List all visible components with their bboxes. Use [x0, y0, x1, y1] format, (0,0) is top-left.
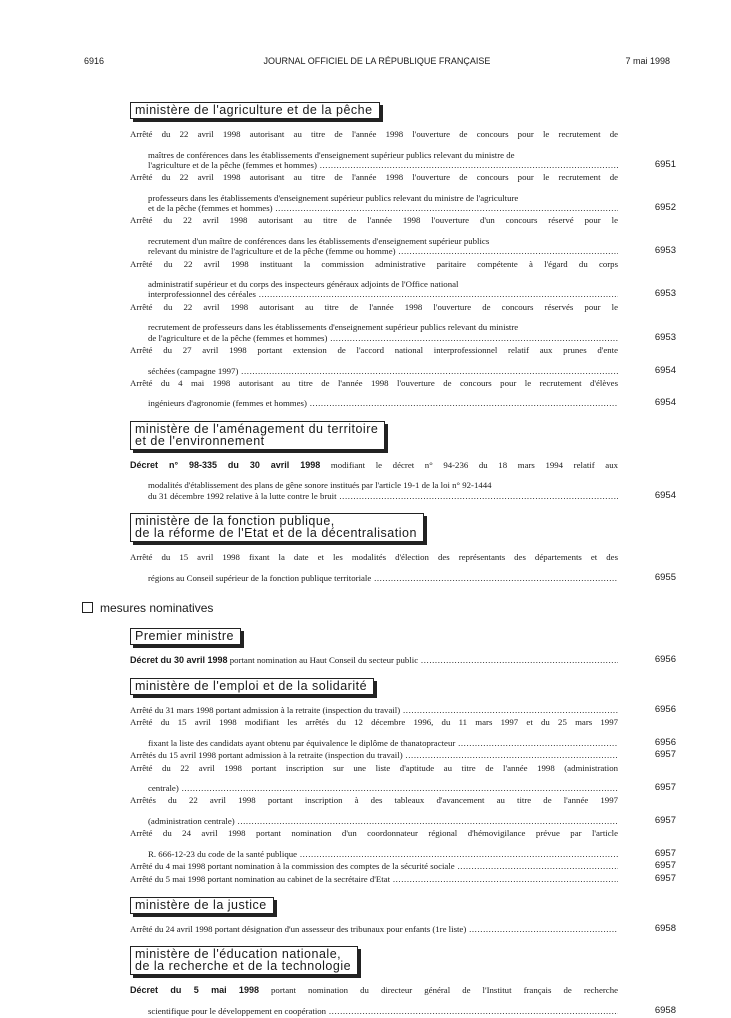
- section-heading: ministère de la fonction publique, de la réforme de l'Etat et de la décentralisation: [130, 513, 424, 542]
- toc-entry[interactable]: Arrêté du 24 avril 1998 portant nomination d'un coordonnateur régional d'hémovigilance prévue par l'article R. 666-12-23 du code de la santé publique ..... 6957: [130, 828, 618, 859]
- section-premier-ministre: [0, 627, 731, 665]
- running-header: [84, 56, 670, 70]
- page-ref: 6956: [654, 704, 676, 716]
- page-ref: 6957: [654, 847, 676, 859]
- decree-ref: Décret n° 98-335 du 30 avril 1998: [130, 459, 321, 470]
- toc-entry[interactable]: Décret n° 98-335 du 30 avril 1998 modifiant le décret n° 94-236 du 18 mars 1994 relatif aux modalités d'établissement des plans de gêne sonore institués par l'article 19-1 de la loi n° 92-1444 du 31 décembre 1992 relative à la lutte contre le bruit ..... 6954: [130, 460, 618, 501]
- page-ref: 6958: [654, 922, 676, 934]
- section-heading: ministère de l'emploi et de la solidarité: [130, 678, 374, 695]
- page-ref: 6953: [654, 331, 676, 343]
- toc-entry[interactable]: Arrêté du 22 avril 1998 autorisant au titre de l'année 1998 l'ouverture de concours réservés pour le recrutement de professeurs dans les établissements d'enseignement supérieur publics relevant du ministre de l'agriculture et de la pêche (femmes et hommes) ..... 6953: [130, 302, 618, 343]
- page-ref: 6957: [654, 872, 676, 884]
- section-heading: ministère de l'éducation nationale, de la recherche et de la technologie: [130, 946, 358, 975]
- section-justice: [0, 896, 731, 934]
- nominative-heading: mesures nominatives: [82, 601, 731, 615]
- toc-entry[interactable]: Arrêté du 27 avril 1998 portant extension de l'accord national interprofessionnel relatif aux prunes d'ente séchées (campagne 1997) ..... 6954: [130, 345, 618, 376]
- toc-entry[interactable]: Arrêté du 5 mai 1998 portant nomination au cabinet de la secrétaire d'Etat ..... 6957: [130, 874, 618, 884]
- table-of-contents: [0, 95, 731, 1018]
- page-ref: 6957: [654, 860, 676, 872]
- section-heading: Premier ministre: [130, 628, 241, 645]
- page-ref: 6953: [654, 245, 676, 257]
- page-ref: 6957: [654, 782, 676, 794]
- section-amenagement: [0, 421, 731, 501]
- page-ref: 6953: [654, 288, 676, 300]
- section-emploi-solidarite: [0, 677, 731, 884]
- page-ref: 6955: [654, 571, 676, 583]
- toc-entry[interactable]: Arrêté du 4 mai 1998 autorisant au titre de l'année 1998 l'ouverture de concours pour le recrutement d'élèves ingénieurs d'agronomie (femmes et hommes) ..... 6954: [130, 378, 618, 409]
- page-ref: 6956: [654, 653, 676, 665]
- toc-entry[interactable]: Arrêté du 15 avril 1998 fixant la date et les modalités d'élection des représentants des départements et des régions au Conseil supérieur de la fonction publique territoriale ..... 6955: [130, 552, 618, 583]
- toc-entry[interactable]: Décret du 30 avril 1998 portant nomination au Haut Conseil du secteur public ..... 6956: [130, 655, 618, 665]
- page-number: 6916: [84, 56, 105, 66]
- page-ref: 6954: [654, 364, 676, 376]
- page-ref: 6956: [654, 736, 676, 748]
- section-heading: ministère de l'agriculture et de la pêche: [130, 102, 380, 119]
- toc-entry[interactable]: Arrêté du 31 mars 1998 portant admission à la retraite (inspection du travail) ..... 6956: [130, 705, 618, 715]
- page-ref: 6954: [654, 397, 676, 409]
- section-fonction-publique: [0, 513, 731, 583]
- decree-ref: Décret du 5 mai 1998: [130, 985, 259, 996]
- toc-entry[interactable]: Arrêté du 4 mai 1998 portant nomination à la commission des comptes de la sécurité sociale ..... 6957: [130, 861, 618, 871]
- page-ref: 6952: [654, 202, 676, 214]
- section-heading: ministère de l'aménagement du territoire et de l'environnement: [130, 421, 385, 450]
- page-ref: 6957: [654, 815, 676, 827]
- page-ref: 6957: [654, 749, 676, 761]
- decree-ref: Décret du 30 avril 1998: [130, 654, 228, 665]
- journal-title: JOURNAL OFFICIEL DE LA RÉPUBLIQUE FRANÇAISE: [263, 56, 491, 66]
- section-agriculture: [0, 101, 731, 409]
- toc-entry[interactable]: Arrêtés du 15 avril 1998 portant admission à la retraite (inspection du travail) ..... 6957: [130, 750, 618, 760]
- toc-entry[interactable]: Arrêté du 24 avril 1998 portant désignation d'un assesseur des tribunaux pour enfants (1re liste) ..... 6958: [130, 924, 618, 934]
- toc-entry[interactable]: Arrêté du 22 avril 1998 autorisant au titre de l'année 1998 l'ouverture d'un concours réservé pour le recrutement d'un maître de conférences dans les établissements d'enseignement supérieur publics relevant du ministre de l'agriculture et de la pêche (femme ou homme) ..... 6953: [130, 215, 618, 256]
- toc-entry[interactable]: Arrêté du 15 avril 1998 modifiant les arrêtés du 12 décembre 1996, du 11 mars 1997 et du 25 mars 1997 fixant la liste des candidats ayant obtenu par équivalence le diplôme de thanatopracteur ..... 6956: [130, 717, 618, 748]
- toc-entry[interactable]: Arrêtés du 22 avril 1998 portant inscription à des tableaux d'avancement au titre de l'année 1997 (administration centrale) ..... 6957: [130, 795, 618, 826]
- checkbox-icon: [82, 602, 93, 613]
- page-ref: 6954: [654, 489, 676, 501]
- page-ref: 6958: [654, 1004, 676, 1016]
- toc-entry[interactable]: Arrêté du 22 avril 1998 autorisant au titre de l'année 1998 l'ouverture de concours pour le recrutement de maîtres de conférences dans les établissements d'enseignement supérieur publics relevant du ministre de l'agriculture et de la pêche (femmes et hommes) ..... 6951: [130, 129, 618, 170]
- section-education: [0, 946, 731, 1016]
- toc-entry[interactable]: Arrêté du 22 avril 1998 autorisant au titre de l'année 1998 l'ouverture de concours pour le recrutement de professeurs dans les établissements d'enseignement supérieur publics relevant du ministre de l'agriculture et de la pêche (femmes et hommes) ..... 6952: [130, 172, 618, 213]
- section-heading: ministère de la justice: [130, 897, 274, 914]
- issue-date: 7 mai 1998: [625, 56, 670, 66]
- toc-entry[interactable]: Décret du 5 mai 1998 portant nomination du directeur général de l'Institut français de recherche scientifique pour le développement en coopération ..... 6958: [130, 985, 618, 1016]
- toc-entry[interactable]: Arrêté du 22 avril 1998 portant inscription sur une liste d'aptitude au titre de l'année 1998 (administration centrale) ..... 6957: [130, 763, 618, 794]
- page-ref: 6951: [654, 158, 676, 170]
- toc-entry[interactable]: Arrêté du 22 avril 1998 instituant la commission administrative paritaire compétente à l'égard du corps administratif supérieur et du corps des inspecteurs généraux adjoints de l'Office national interprofessionnel des céréales ..... 6953: [130, 259, 618, 300]
